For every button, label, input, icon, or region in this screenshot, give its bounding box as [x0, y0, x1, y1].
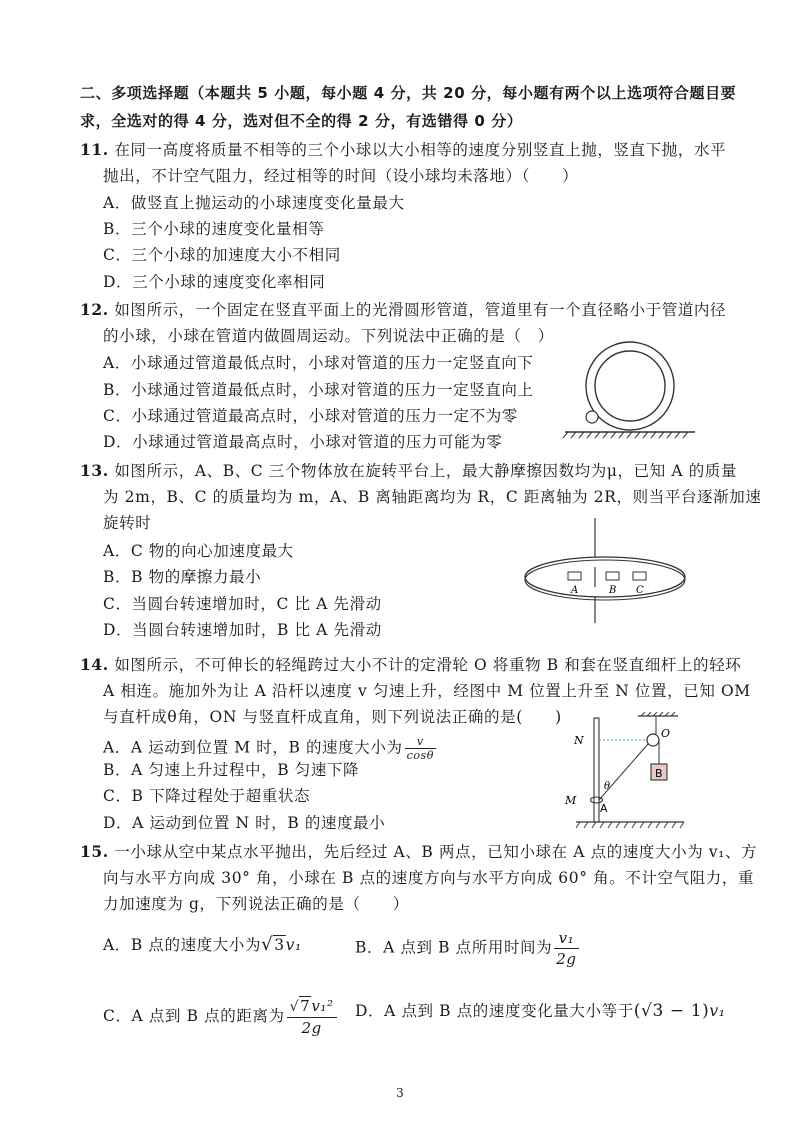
q14-option-a-denominator: cosθ [406, 749, 435, 762]
page-number: 3 [396, 1086, 404, 1100]
q12-stem-text1: 如图所示，一个固定在竖直平面上的光滑圆形管道，管道里有一个直径略小于管道内径 [114, 301, 727, 319]
q15-option-a-text: A．B 点的速度大小为 [103, 936, 262, 954]
q15-stem-line2: 向与水平方向成 30° 角，小球在 B 点的速度方向与水平方向成 60° 角。不计空气阻力，重 [103, 869, 755, 887]
q15-option-a[interactable] [103, 935, 302, 955]
q13-rotating-platform-figure [520, 515, 710, 625]
q15-stem-line1 [80, 842, 757, 862]
q11-stem-line2: 抛出，不计空气阻力，经过相等的时间（设小球均未落地）（ ） [103, 167, 579, 185]
q14-label-o: O [661, 727, 671, 740]
q14-pulley-figure [560, 712, 690, 834]
q11-stem-text1: 在同一高度将质量不相等的三个小球以大小相等的速度分别竖直上抛，竖直下抛，水平 [114, 141, 727, 159]
q11-option-d[interactable]: D．三个小球的速度变化率相同 [103, 273, 326, 291]
q15-option-b-numerator: v₁ [554, 928, 578, 949]
q14-stem-line2: A 相连。施加外为让 A 沿杆以速度 v 匀速上升，经图中 M 位置上升至 N 位置，已知 OM [103, 682, 751, 700]
section-heading-line2: 求，全选对的得 4 分，选对但不全的得 2 分，有选错得 0 分） [80, 112, 523, 130]
q14-option-a[interactable] [103, 735, 438, 762]
q15-option-b-denominator: 2g [556, 950, 577, 968]
q13-option-d[interactable]: D．当圆台转速增加时，B 比 A 先滑动 [103, 621, 382, 639]
q15-option-b-fraction [554, 928, 578, 969]
q15-option-a-var: v₁ [285, 936, 302, 954]
q15-stem-text1: 一小球从空中某点水平抛出，先后经过 A、B 两点，已知小球在 A 点的速度大小为 v₁、方 [114, 843, 758, 861]
q15-option-d-expr: (√3 − 1) [633, 1001, 710, 1021]
q12-option-b[interactable]: B．小球通过管道最低点时，小球对管道的压力一定竖直向上 [103, 381, 534, 399]
q14-stem-line1 [80, 655, 741, 675]
q15-option-c-fraction [287, 996, 337, 1038]
q15-option-d[interactable] [355, 1001, 726, 1021]
q14-label-n: N [574, 734, 584, 747]
q15-option-c[interactable] [103, 996, 339, 1038]
q13-stem-text1: 如图所示，A、B、C 三个物体放在旋转平台上，最大静摩擦因数均为μ，已知 A 的质量 [114, 462, 738, 480]
q15-number: 15. [80, 842, 109, 861]
q14-option-a-fraction [405, 735, 436, 762]
q11-option-c[interactable]: C．三个小球的加速度大小不相同 [103, 246, 341, 264]
q12-option-c[interactable]: C．小球通过管道最高点时，小球对管道的压力一定不为零 [103, 407, 518, 425]
q15-option-c-radicand: 7 [300, 997, 311, 1015]
q14-label-theta: θ [604, 781, 611, 792]
q14-option-a-text: A．A 运动到位置 M 时，B 的速度大小为 [103, 738, 403, 757]
q13-label-a: A [571, 585, 579, 596]
q13-option-c[interactable]: C．当圆台转速增加时，C 比 A 先滑动 [103, 595, 382, 613]
q12-stem-line2: 的小球，小球在管道内做圆周运动。下列说法中正确的是（ ） [103, 327, 554, 345]
q15-option-b-text: B．A 点到 B 点所用时间为 [355, 938, 553, 957]
q11-option-a[interactable]: A．做竖直上抛运动的小球速度变化量最大 [103, 194, 405, 212]
q13-stem-line2: 为 2m，B、C 的质量均为 m，A、B 离轴距离均为 R，C 距离轴为 2R，则当平台逐渐加速 [103, 488, 762, 506]
q12-circular-tube-figure [560, 340, 700, 440]
q12-stem-line1 [80, 300, 726, 320]
q14-option-d[interactable]: D．A 运动到位置 N 时，B 的速度最小 [103, 814, 386, 832]
q15-option-a-radicand: 3 [274, 936, 285, 954]
q14-option-a-numerator: v [405, 735, 436, 749]
q12-option-a[interactable]: A．小球通过管道最低点时，小球对管道的压力一定竖直向下 [103, 354, 534, 372]
q11-number: 11. [80, 140, 109, 159]
q12-ball [586, 411, 598, 423]
q15-option-c-text: C．A 点到 B 点的距离为 [103, 1007, 285, 1025]
q15-option-d-var: v₁ [709, 1002, 726, 1020]
q14-stem-line3: 与直杆成θ角，ON 与竖直杆成直角，则下列说法正确的是( ) [103, 708, 562, 726]
q14-option-c[interactable]: C．B 下降过程处于超重状态 [103, 787, 311, 805]
section-heading-line1: 二、多项选择题（本题共 5 小题，每小题 4 分，共 20 分，每小题有两个以上选项符合题目要 [80, 84, 737, 102]
q15-stem-line3: 力加速度为 g，下列说法正确的是（ ） [103, 895, 409, 913]
q13-stem-line1 [80, 461, 737, 481]
q15-option-c-numerator: √7v₁² [287, 996, 337, 1018]
q14-option-b[interactable]: B．A 匀速上升过程中，B 匀速下降 [103, 761, 360, 779]
q15-option-c-var: v₁² [311, 997, 334, 1015]
q12-option-d[interactable]: D．小球通过管道最高点时，小球对管道的压力可能为零 [103, 433, 503, 451]
q14-label-b: B [655, 767, 663, 780]
q13-stem-line3: 旋转时 [103, 514, 152, 532]
q13-label-b: B [609, 585, 617, 596]
q13-label-c: C [636, 585, 644, 596]
q14-number: 14. [80, 655, 109, 674]
q14-label-m: M [565, 794, 577, 807]
q13-option-a[interactable]: A．C 物的向心加速度最大 [103, 542, 294, 560]
q14-stem-text1: 如图所示，不可伸长的轻绳跨过大小不计的定滑轮 O 将重物 B 和套在竖直细杆上的轻环 [114, 656, 742, 674]
q15-option-a-sqrt: √3 [261, 934, 285, 955]
q15-option-b[interactable] [355, 928, 581, 969]
q14-label-a: A [600, 802, 608, 815]
q15-option-c-denominator: 2g [301, 1019, 322, 1037]
q13-number: 13. [80, 461, 109, 480]
q12-number: 12. [80, 300, 109, 319]
q11-option-b[interactable]: B．三个小球的速度变化量相等 [103, 220, 325, 238]
q13-option-b[interactable]: B．B 物的摩擦力最小 [103, 568, 262, 586]
q11-stem-line1 [80, 140, 726, 160]
q15-option-d-text: D．A 点到 B 点的速度变化量大小等于 [355, 1002, 634, 1020]
